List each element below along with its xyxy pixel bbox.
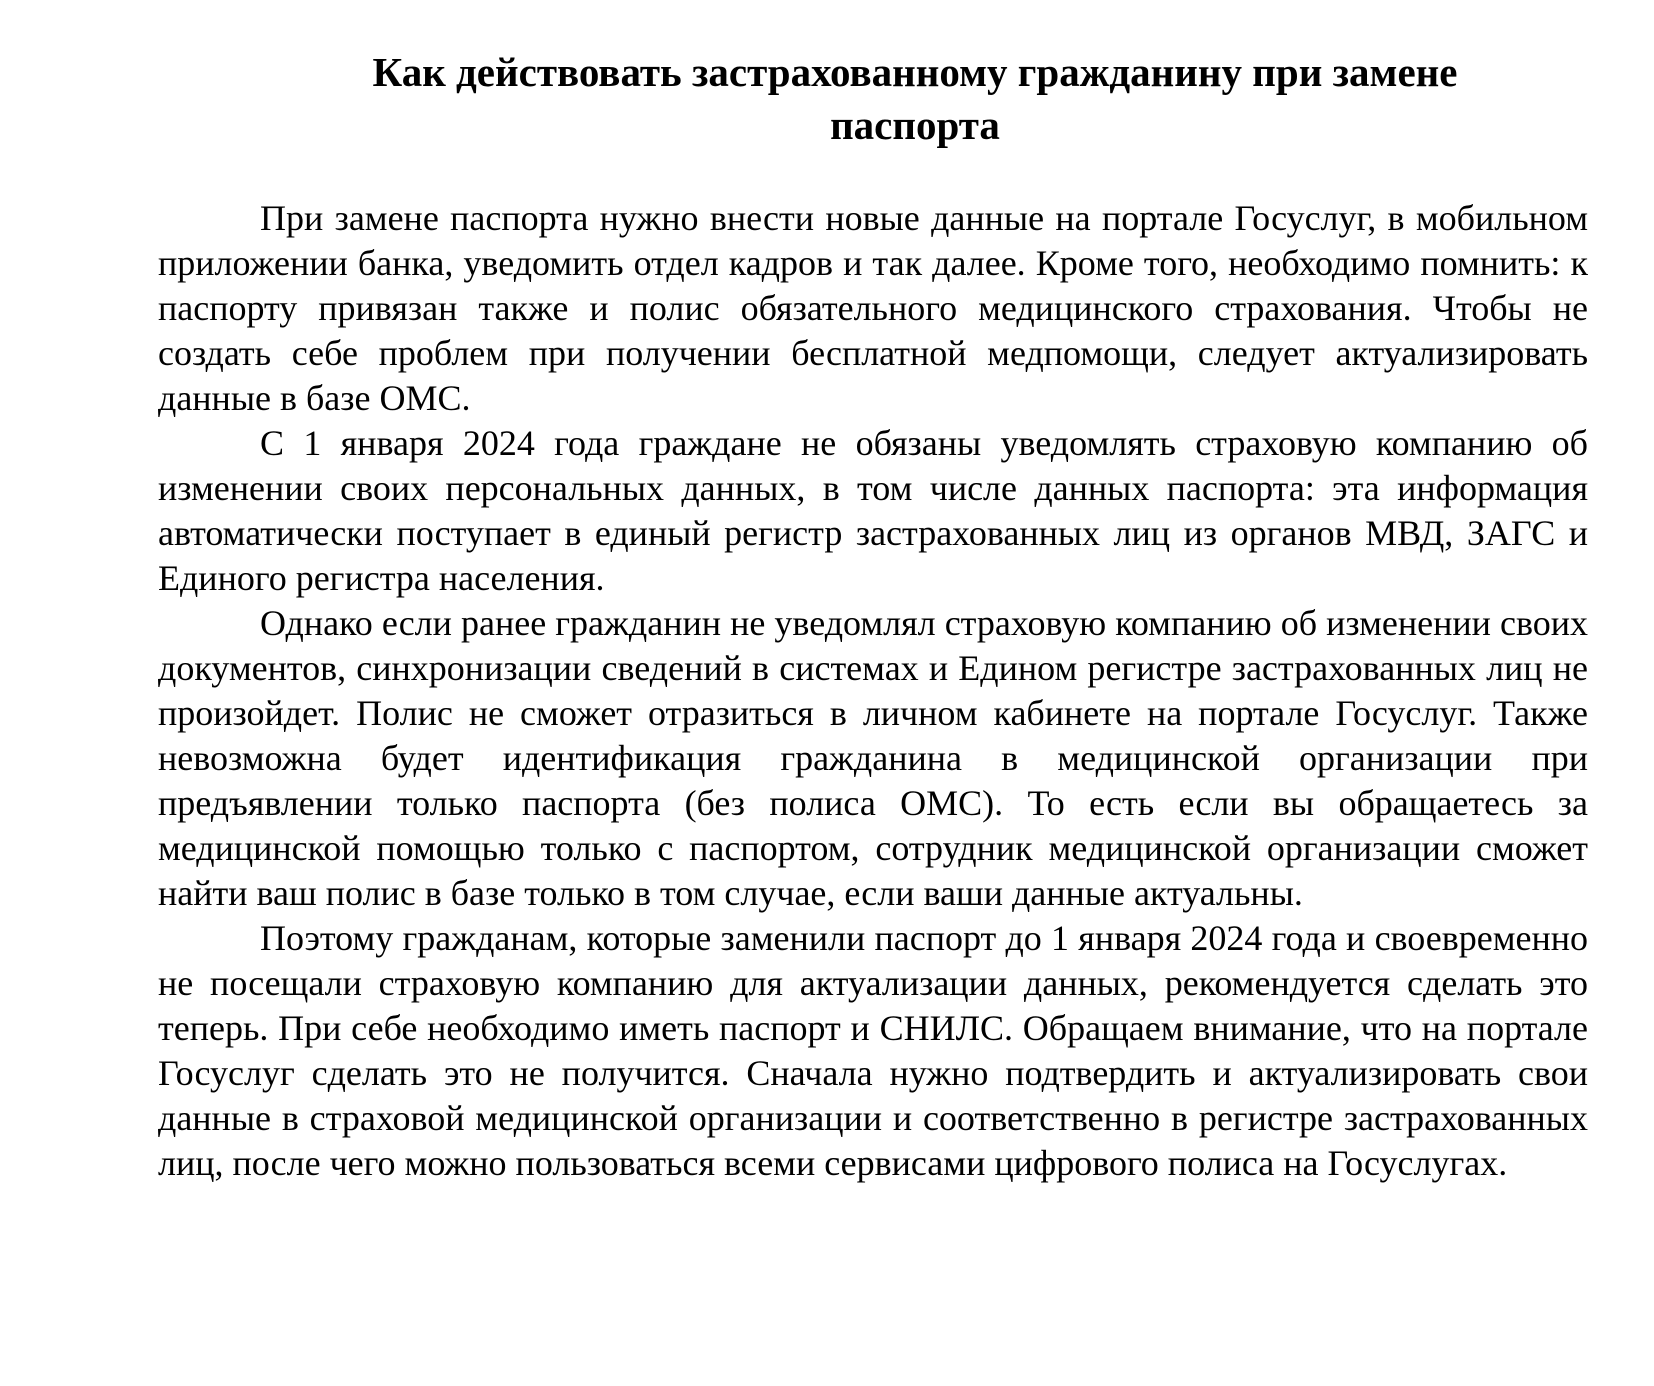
document-title: Как действовать застрахованному гражданину при замене паспорта [372, 49, 1458, 148]
paragraph-sync-issues: Однако если ранее гражданин не уведомлял страховую компанию об изменении своих документов, синхронизации сведений в системах и Едином регистре застрахованных лиц не произойдет. Полис не сможет отразиться в личном кабинете на портале Госуслуг. Также невозможна будет идентификация гражданина в медицинской организации при предъявлении только паспорта (без полиса ОМС). То есть если вы обращаетесь за медицинской помощью только с паспортом, сотрудник медицинской организации сможет найти ваш полис в базе только в том случае, если ваши данные актуальны. [158, 603, 1588, 913]
document-body [158, 196, 1588, 1186]
paragraph-2024-changes: С 1 января 2024 года граждане не обязаны уведомлять страховую компанию об изменении своих персональных данных, в том числе данных паспорта: эта информация автоматически поступает в единый регистр застрахованных лиц из органов МВД, ЗАГС и Единого регистра населения. [158, 423, 1588, 598]
paragraph-passport-replacement: При замене паспорта нужно внести новые данные на портале Госуслуг, в мобильном приложении банка, уведомить отдел кадров и так далее. Кроме того, необходимо помнить: к паспорту привязан также и полис обязательного медицинского страхования. Чтобы не создать себе проблем при получении бесплатной медпомощи, следует актуализировать данные в базе ОМС. [158, 198, 1588, 418]
paragraph-recommendation: Поэтому гражданам, которые заменили паспорт до 1 января 2024 года и своевременно не посещали страховую компанию для актуализации данных, рекомендуется сделать это теперь. При себе необходимо иметь паспорт и СНИЛС. Обращаем внимание, что на портале Госуслуг сделать это не получится. Сначала нужно подтвердить и актуализировать свои данные в страховой медицинской организации и соответственно в регистре застрахованных лиц, после чего можно пользоваться всеми сервисами цифрового полиса на Госуслугах. [158, 918, 1588, 1183]
